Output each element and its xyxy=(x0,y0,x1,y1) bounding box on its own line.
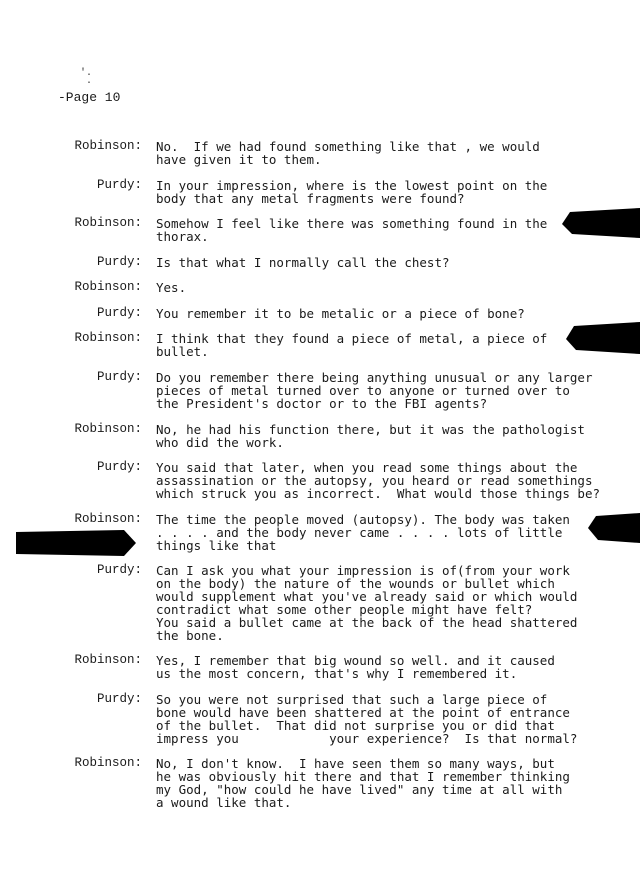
speech-text: Do you remember there being anything unusual or any larger pieces of metal turned over to anyone or turned over to the President's doctor or to the FBI agents? xyxy=(156,370,593,411)
redaction-mark xyxy=(16,528,136,558)
redaction-mark xyxy=(566,322,640,354)
speech-text: In your impression, where is the lowest point on the body that any metal fragments were found? xyxy=(156,178,548,206)
redaction-mark xyxy=(562,208,640,238)
speech-text: No. If we had found something like that , we would have given it to them. xyxy=(156,139,540,167)
stray-mark: . xyxy=(86,76,93,87)
redaction-mark xyxy=(588,513,640,543)
speaker-label: Purdy: xyxy=(96,178,142,192)
speech-text: Can I ask you what your impression is of(from your work on the body) the nature of the wounds or bullet which would supplement what you've already said or which would contradict what some other people might have felt? You said a bullet came at the back of the head shattered the bone. xyxy=(156,563,578,643)
speech-text: Is that what I normally call the chest? xyxy=(156,255,450,270)
speaker-label: Purdy: xyxy=(96,306,142,320)
speaker-label: Robinson: xyxy=(74,512,142,526)
page-number: -Page 10 xyxy=(58,90,121,105)
speaker-label: Purdy: xyxy=(96,370,142,384)
speaker-label: Robinson: xyxy=(74,756,142,770)
speech-text: You said that later, when you read some things about the assassination or the autopsy, you heard or read somethings which struck you as incorrect. What would those things be? xyxy=(156,460,601,501)
speaker-label: Purdy: xyxy=(96,563,142,577)
speaker-label: Purdy: xyxy=(96,460,142,474)
speech-text: Yes, I remember that big wound so well. and it caused us the most concern, that's why I remembered it. xyxy=(156,653,555,681)
speaker-label: Robinson: xyxy=(74,280,142,294)
speech-text: No, I don't know. I have seen them so many ways, but he was obviously hit there and that I remember thinking my God, "how could he have lived" any time at all with a wound like that. xyxy=(156,756,570,810)
speaker-label: Robinson: xyxy=(74,331,142,345)
speech-text: Somehow I feel like there was something found in the thorax. xyxy=(156,216,548,244)
speaker-label: Robinson: xyxy=(74,422,142,436)
stray-mark: '. xyxy=(80,68,93,79)
speaker-label: Purdy: xyxy=(96,255,142,269)
speech-text: The time the people moved (autopsy). The body was taken . . . . and the body never came . . . . lots of little things like that xyxy=(156,512,570,553)
speech-text: So you were not surprised that such a large piece of bone would have been shattered at the point of entrance of the bullet. That did not surprise you or did that impress you your experience? Is that normal? xyxy=(156,692,578,746)
speaker-label: Robinson: xyxy=(74,216,142,230)
speaker-label: Robinson: xyxy=(74,139,142,153)
speaker-label: Robinson: xyxy=(74,653,142,667)
speech-text: You remember it to be metalic or a piece of bone? xyxy=(156,306,525,321)
speech-text: No, he had his function there, but it was the pathologist who did the work. xyxy=(156,422,585,450)
speech-text: I think that they found a piece of metal, a piece of bullet. xyxy=(156,331,548,359)
speech-text: Yes. xyxy=(156,280,187,295)
speaker-label: Purdy: xyxy=(96,692,142,706)
